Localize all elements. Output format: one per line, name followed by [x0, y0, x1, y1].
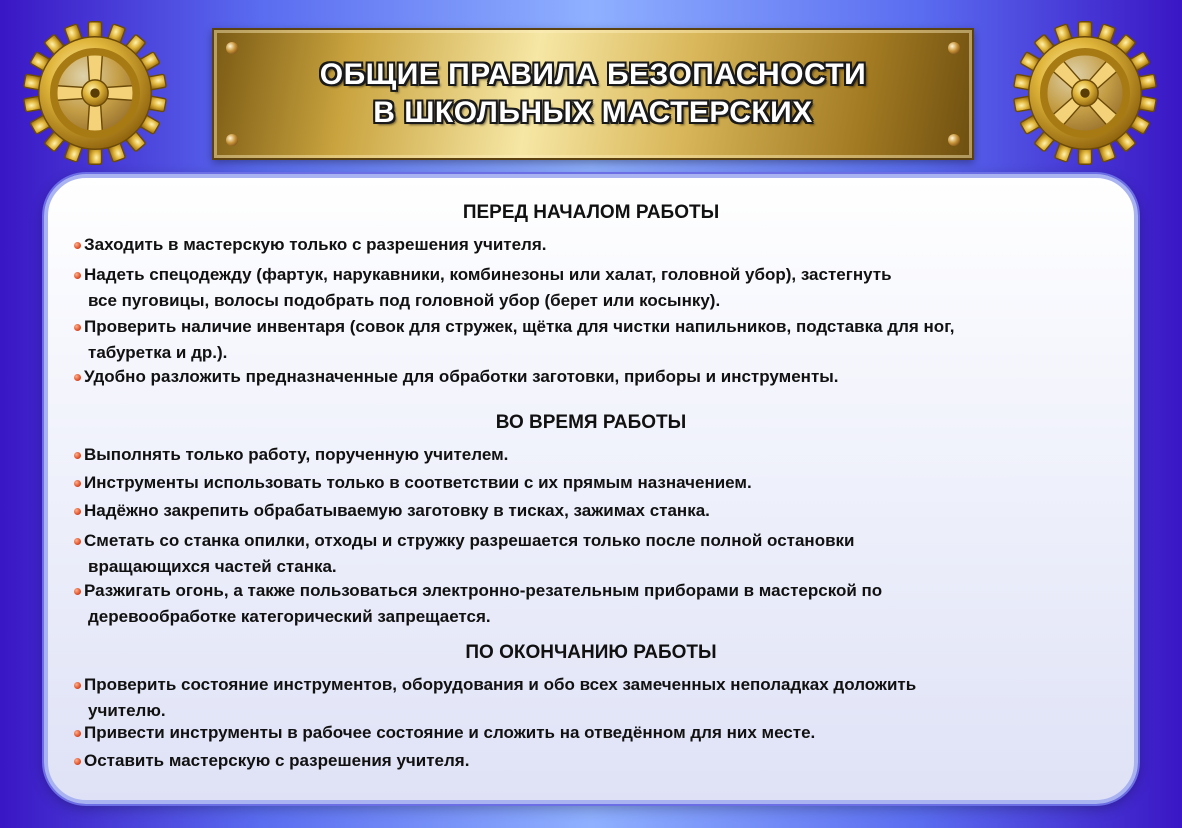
- title-plaque: [212, 28, 974, 160]
- section-title-after-work: ПО ОКОНЧАНИЮ РАБОТЫ: [465, 642, 717, 663]
- rivet-icon: [226, 134, 238, 146]
- list-item: Разжигать огонь, а также пользоваться электронно-резательным приборами в мастерской по деревообработке категорический запрещается.: [74, 578, 1118, 630]
- rivet-icon: [948, 134, 960, 146]
- section-title-during-work: ВО ВРЕМЯ РАБОТЫ: [495, 412, 687, 433]
- list-item: Сметать со станка опилки, отходы и стружку разрешается только после полной остановки вращающихся частей станка.: [74, 528, 1118, 580]
- list-item: Проверить состояние инструментов, оборудования и обо всех замеченных неполадках доложить учителю.: [74, 672, 1118, 724]
- list-item: Удобно разложить предназначенные для обработки заготовки, приборы и инструменты.: [74, 364, 1118, 390]
- gear-icon: [1010, 18, 1160, 168]
- list-item: Привести инструменты в рабочее состояние и сложить на отведённом для них месте.: [74, 720, 1118, 746]
- bullet-icon: [74, 682, 81, 689]
- bullet-icon: [74, 538, 81, 545]
- bullet-icon: [74, 480, 81, 487]
- page-title-line-1: ОБЩИЕ ПРАВИЛА БЕЗОПАСНОСТИ: [319, 58, 867, 91]
- list-item: Выполнять только работу, порученную учителем.: [74, 442, 1118, 468]
- list-item: Инструменты использовать только в соответствии с их прямым назначением.: [74, 470, 1118, 496]
- rules-panel: [44, 174, 1138, 804]
- bullet-icon: [74, 588, 81, 595]
- rivet-icon: [226, 42, 238, 54]
- bullet-icon: [74, 508, 81, 515]
- bullet-icon: [74, 324, 81, 331]
- bullet-icon: [74, 374, 81, 381]
- bullet-icon: [74, 242, 81, 249]
- list-item: Оставить мастерскую с разрешения учителя.: [74, 748, 1118, 774]
- list-item: Заходить в мастерскую только с разрешения учителя.: [74, 232, 1118, 258]
- gear-icon: [20, 18, 170, 168]
- page-title-line-2: В ШКОЛЬНЫХ МАСТЕРСКИХ: [373, 96, 813, 129]
- bullet-icon: [74, 272, 81, 279]
- list-item: Проверить наличие инвентаря (совок для стружек, щётка для чистки напильников, подставка для ног, табуретка и др.).: [74, 314, 1118, 366]
- bullet-icon: [74, 730, 81, 737]
- page-title: [214, 56, 972, 132]
- section-title-before-work: ПЕРЕД НАЧАЛОМ РАБОТЫ: [462, 202, 720, 223]
- bullet-icon: [74, 452, 81, 459]
- list-item: Надеть спецодежду (фартук, нарукавники, комбинезоны или халат, головной убор), застегнуть все пуговицы, волосы подобрать под головной убор (берет или косынку).: [74, 262, 1118, 314]
- rivet-icon: [948, 42, 960, 54]
- bullet-icon: [74, 758, 81, 765]
- list-item: Надёжно закрепить обрабатываемую заготовку в тисках, зажимах станка.: [74, 498, 1118, 524]
